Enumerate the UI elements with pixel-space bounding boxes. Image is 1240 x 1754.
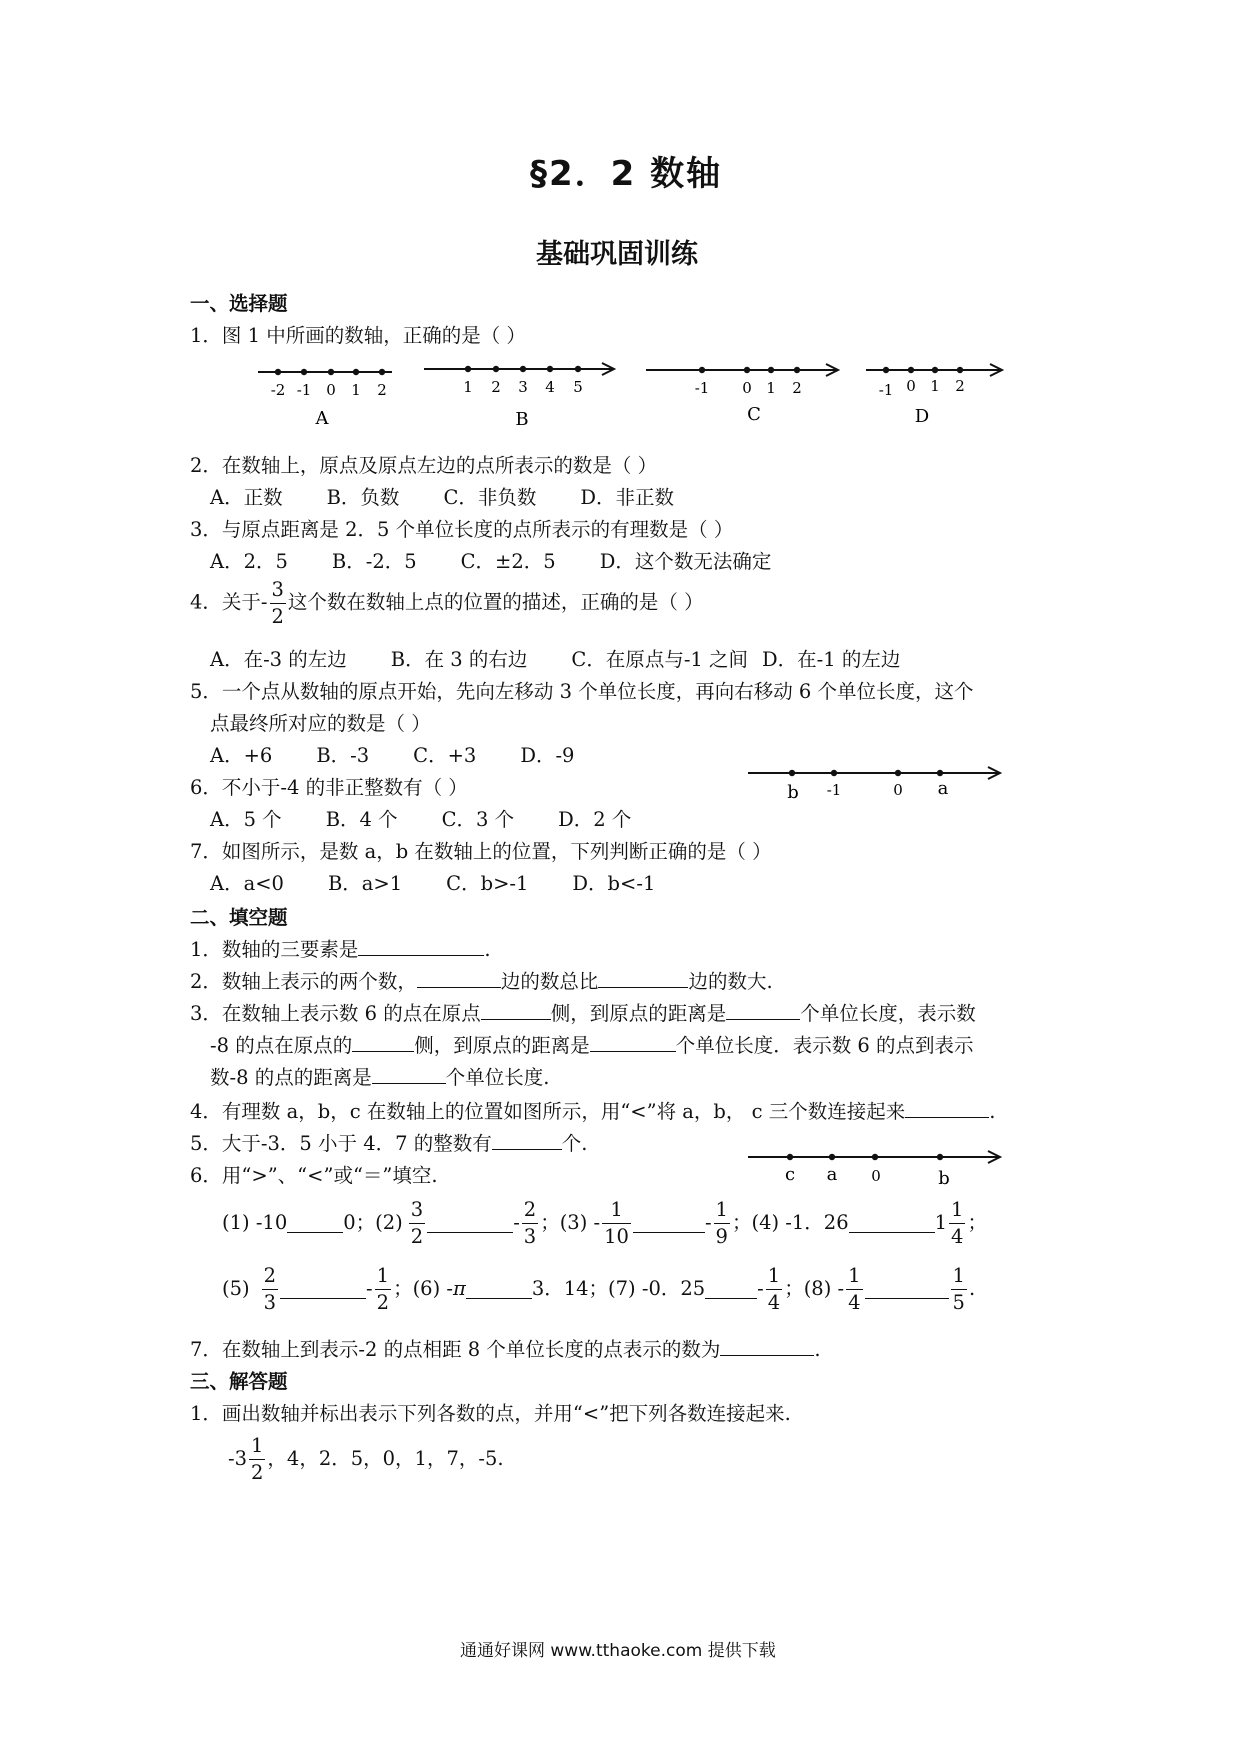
section-heading-answer: 三、解答题 [190,1370,288,1393]
figure-d-tick-0: -1 [878,381,894,399]
option-a: A．a<0 [210,872,284,895]
fill-question-6-axis [740,1142,1010,1192]
figure-c-tick-1: 0 [742,379,752,397]
answer-blank[interactable] [466,1280,532,1299]
question-1-2-options [210,482,718,510]
question-1-7-options [210,868,699,896]
comparison-row-1: (1) -10 0；(2) $\frac{3}{2}$ - $\frac{2}{3}$ ；(3) - $\frac{1}{10}$ - $\frac{1}{9}$ ；(4) -1．26 1 $\frac{1}{4}$ ； [222,1198,987,1248]
question-1-3: 3．与原点距离是 2．5 个单位长度的点所表示的有理数是（ ） [190,518,734,541]
answer-blank[interactable] [492,1131,562,1150]
figure-a-tick-2: 0 [326,381,336,399]
fill-question-3-line-2: -8 的点在原点的 侧，到原点的距离是 个单位长度．表示数 6 的点到表示 [210,1034,974,1057]
answer-blank[interactable] [865,1280,949,1299]
answer-blank[interactable] [726,1001,800,1020]
answer-blank[interactable] [280,1280,366,1299]
figure-a-tick-4: 2 [377,381,387,399]
figure-d [866,364,1002,427]
option-c: C．在原点与-1 之间 [571,648,749,671]
axis-label-c: c [784,1164,796,1185]
fraction-3-2: $\frac{3}{2}$ [410,1198,424,1248]
option-b: B．a>1 [327,872,403,895]
fraction-3-2: $\frac{3}{2}$ [271,578,284,628]
fraction-1-4: $\frac{1}{4}$ [951,1198,964,1248]
answer-blank[interactable] [590,1033,676,1052]
fraction-1-10: $\frac{1}{10}$ [604,1198,629,1248]
page-title: §2．2 数轴 [530,154,723,194]
answer-blank[interactable] [905,1099,989,1118]
fill-question-3-line-1: 3．在数轴上表示数 6 的点在原点 侧，到原点的距离是 个单位长度，表示数 [190,1002,976,1025]
answer-question-1-numbers: -3 $\frac{1}{2}$ ，4，2．5，0，1，7，-5. [228,1434,504,1484]
fraction-2-3: $\frac{2}{3}$ [523,1198,537,1248]
option-b: B．-3 [316,744,370,767]
option-a: A．5 个 [210,808,282,831]
section-heading-choice: 一、选择题 [190,292,288,315]
option-c: C．3 个 [441,808,515,831]
axis-label-b: b [787,782,799,803]
option-d: D．2 个 [558,808,632,831]
answer-blank[interactable] [481,1001,551,1020]
figure-b-tick-1: 2 [491,378,501,396]
question-1-4-options [210,644,944,672]
footer-credit: 通通好课网 www.tthaoke.com 提供下载 [460,1641,776,1661]
option-b: B．4 个 [325,808,398,831]
answer-blank[interactable] [705,1280,757,1299]
figure-b-tick-2: 3 [518,378,528,396]
answer-blank[interactable] [352,1033,414,1052]
fraction-1-9: $\frac{1}{9}$ [715,1198,728,1248]
fraction-1-5: $\frac{1}{5}$ [952,1264,965,1314]
question-1-1-figures [240,352,1020,434]
answer-blank[interactable] [720,1337,814,1356]
answer-blank[interactable] [358,937,484,956]
axis-label-a: a [937,778,949,799]
question-1-5-options [210,740,618,768]
option-d: D．在-1 的左边 [762,648,901,671]
figure-d-tick-3: 2 [955,377,965,395]
axis-label-minus-1: -1 [826,781,842,799]
option-d: D．b<-1 [572,872,656,895]
figure-a [258,369,392,429]
option-c: C．非负数 [443,486,537,509]
option-a: A．+6 [210,744,273,767]
figure-a-tick-3: 1 [351,381,361,399]
section-heading-fill: 二、填空题 [190,906,288,929]
question-1-6-options [210,804,675,832]
answer-question-1: 1．画出数轴并标出表示下列各数的点，并用“<”把下列各数连接起来. [190,1402,791,1425]
option-b: B．负数 [326,486,400,509]
fill-question-4: 4．有理数 a，b，c 在数轴上的位置如图所示，用“<”将 a，b， c 三个数连接起来 . [190,1100,996,1123]
figure-b-label: B [515,409,529,430]
figure-b-tick-0: 1 [463,378,473,396]
question-1-1: 1．图 1 中所画的数轴，正确的是（ ） [190,324,526,347]
figure-c [646,364,838,425]
figure-b [424,363,614,430]
comparison-row-2: (5) $\frac{2}{3}$ - $\frac{1}{2}$ ；(6) - π 3．14；(7) -0．25 - $\frac{1}{4}$ ；(8) - $\frac{1}{4}$ $\frac{1}{5}$ . [222,1264,976,1314]
answer-blank[interactable] [287,1214,343,1233]
fill-question-5: 5．大于-3．5 小于 4．7 的整数有 个. [190,1132,588,1155]
figure-d-label: D [914,406,930,427]
q4-suffix: 这个数在数轴上点的位置的描述，正确的是（ ） [287,590,704,614]
question-1-5-line-2: 点最终所对应的数是（ ） [210,712,431,735]
question-1-3-options [210,546,815,574]
figure-b-tick-4: 5 [573,378,583,396]
figure-c-tick-0: -1 [694,379,710,397]
question-1-6-axis [740,758,1010,808]
figure-d-tick-1: 0 [906,377,916,395]
figure-c-label: C [747,404,761,425]
figure-c-tick-3: 2 [792,379,802,397]
answer-blank[interactable] [598,969,688,988]
axis-label-0: 0 [893,781,903,799]
q4-prefix: 4．关于- [190,590,268,614]
option-c: C．b>-1 [446,872,529,895]
option-d: D．这个数无法确定 [599,550,772,573]
fill-question-1: 1．数轴的三要素是 . [190,938,491,961]
axis-label-0: 0 [871,1167,881,1185]
option-a: A．2．5 [210,550,288,573]
option-b: B．在 3 的右边 [390,648,528,671]
question-1-4 [190,580,704,626]
option-c: C．+3 [413,744,477,767]
option-d: D．非正数 [580,486,674,509]
question-1-6: 6．不小于-4 的非正整数有（ ） [190,776,468,799]
fill-question-7: 7．在数轴上到表示-2 的点相距 8 个单位长度的点表示的数为 . [190,1338,821,1361]
fraction-2-3: $\frac{2}{3}$ [263,1264,277,1314]
option-b: B．-2．5 [331,550,417,573]
answer-blank[interactable] [849,1214,935,1233]
fill-question-3-line-3: 数-8 的点的距离是 个单位长度. [210,1066,550,1089]
option-d: D．-9 [520,744,575,767]
option-a: A．正数 [210,486,283,509]
answer-blank[interactable] [372,1065,446,1084]
option-a: A．在-3 的左边 [210,648,347,671]
figure-c-tick-2: 1 [766,379,776,397]
figure-b-tick-3: 4 [545,378,555,396]
fraction-1-2: $\frac{1}{2}$ [251,1434,264,1484]
option-c: C．±2．5 [460,550,556,573]
answer-blank[interactable] [633,1214,705,1233]
question-1-7: 7．如图所示，是数 a，b 在数轴上的位置，下列判断正确的是（ ） [190,840,772,863]
fraction-1-4: $\frac{1}{4}$ [848,1264,861,1314]
question-1-2: 2．在数轴上，原点及原点左边的点所表示的数是（ ） [190,454,658,477]
axis-label-a: a [826,1164,838,1185]
fill-question-6: 6．用“>”、“<”或“＝”填空. [190,1164,438,1187]
fill-question-2: 2．数轴上表示的两个数， 边的数总比 边的数大. [190,970,773,993]
fraction-1-4: $\frac{1}{4}$ [767,1264,781,1314]
figure-a-label: A [315,408,329,429]
figure-d-tick-2: 1 [930,377,940,395]
figure-a-tick-0: -2 [270,381,286,399]
page-subtitle: 基础巩固训练 [536,239,698,270]
question-1-5-line-1: 5．一个点从数轴的原点开始，先向左移动 3 个单位长度，再向右移动 6 个单位长度，这个 [190,680,974,703]
fraction-1-2: $\frac{1}{2}$ [376,1264,390,1314]
figure-a-tick-1: -1 [296,381,312,399]
answer-blank[interactable] [427,1214,513,1233]
answer-blank[interactable] [417,969,501,988]
axis-label-b: b [938,1168,950,1189]
